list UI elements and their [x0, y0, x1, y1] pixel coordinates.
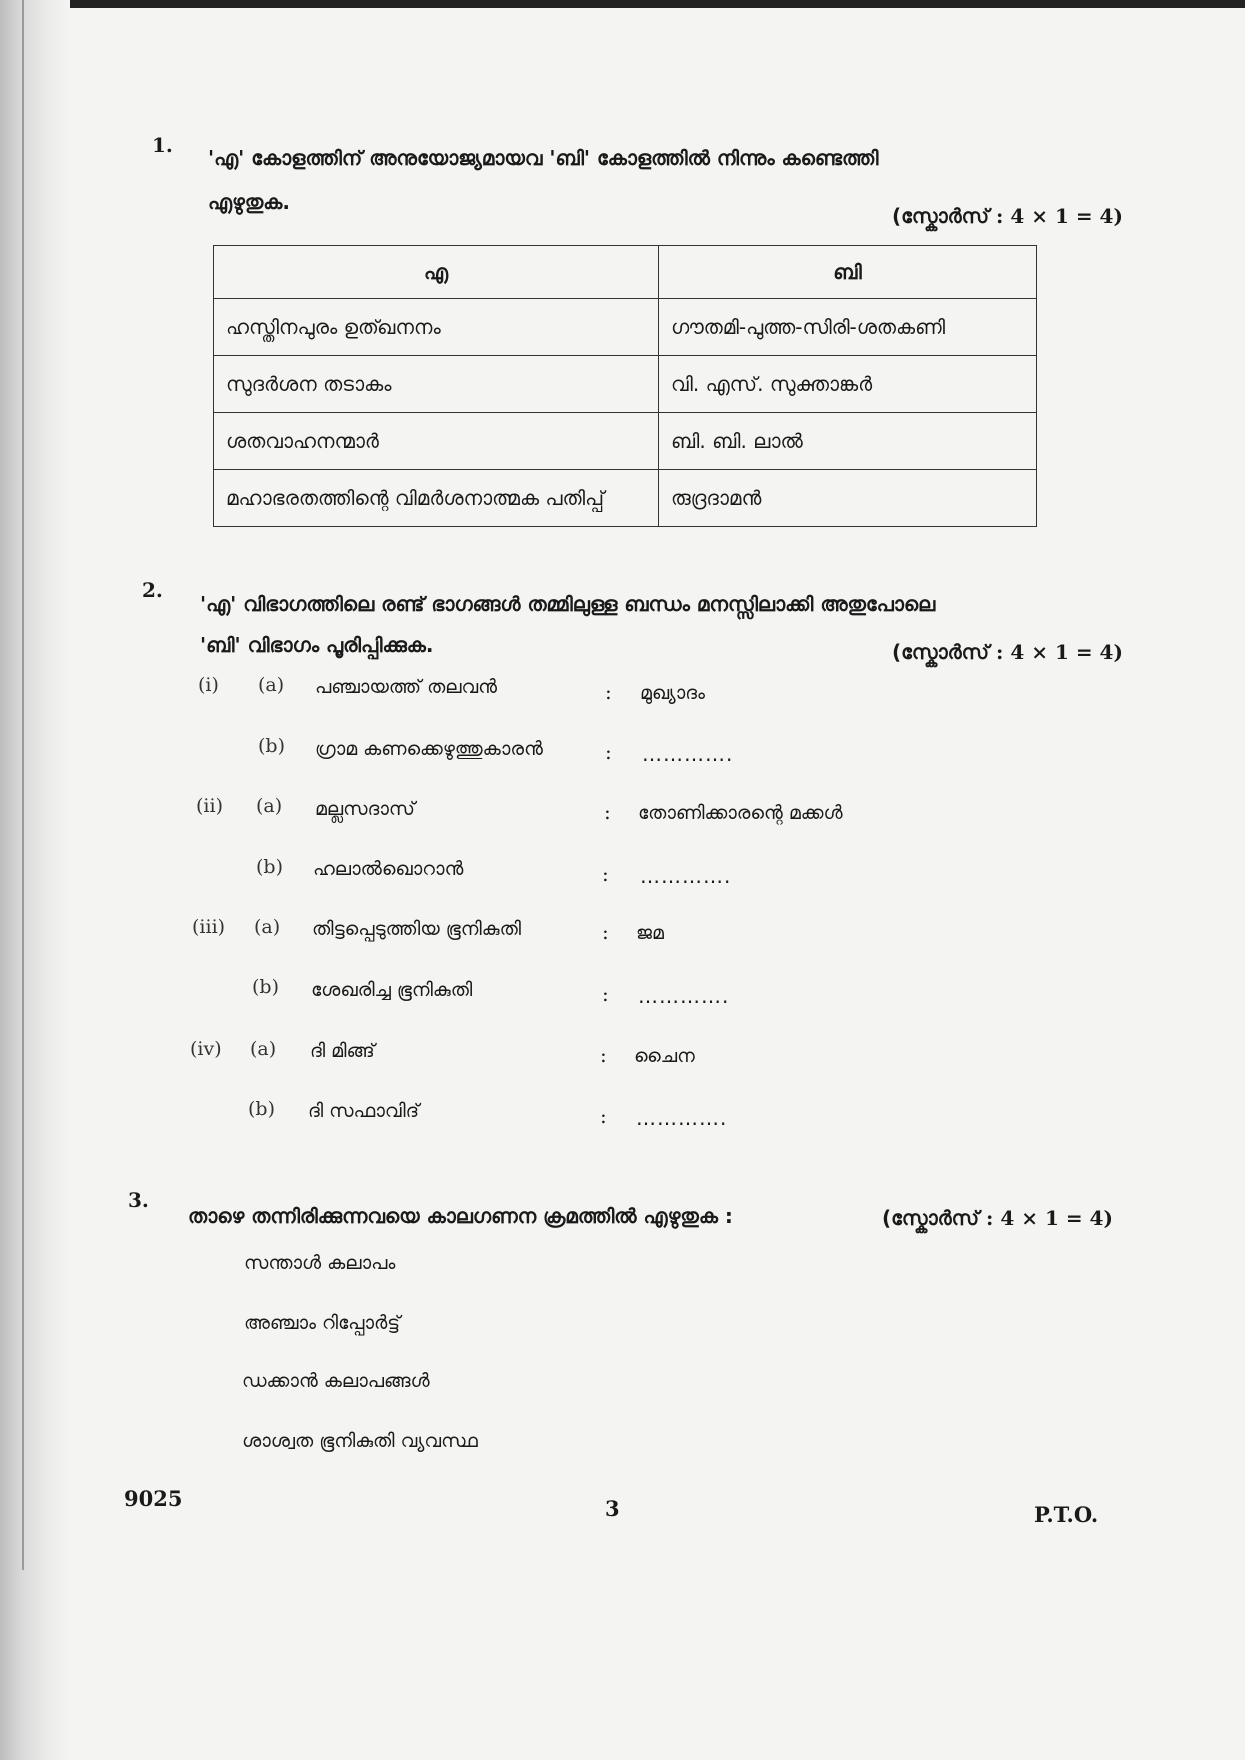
pair-3-roman: (iii)	[192, 916, 226, 938]
cell-a: ഹസ്തിനപുരം ഉത്ഖനനം	[214, 299, 659, 356]
pair-3-a-colon: :	[602, 920, 609, 944]
pair-1-b-text: ഗ്രാമ കണക്കെഴുത്തുകാരൻ	[315, 738, 543, 760]
pair-1-a-answer: മുഖ്യാദം	[640, 682, 705, 704]
q3-item: അഞ്ചാം റിപ്പോർട്ട്	[244, 1312, 401, 1334]
pair-2-a-label: (a)	[256, 795, 283, 817]
scan-top-edge	[0, 0, 1245, 8]
pair-3-b-label: (b)	[252, 976, 279, 998]
pair-2-a-colon: :	[604, 800, 611, 824]
pair-4-a-label: (a)	[250, 1038, 277, 1060]
pair-2-b-blank: ………….	[640, 864, 732, 888]
pair-2-b-colon: :	[602, 862, 609, 886]
column-a-header: എ	[214, 246, 659, 299]
pair-3-b-colon: :	[602, 982, 609, 1006]
pto-label: P.T.O.	[1034, 1502, 1099, 1527]
pair-1-a-label: (a)	[258, 674, 285, 696]
cell-a: ശതവാഹനന്മാർ	[214, 413, 659, 470]
q2-number: 2.	[142, 578, 163, 602]
q3-marks	[882, 1206, 1113, 1230]
q2-text-line1: 'എ' വിഭാഗത്തിലെ രണ്ട് ഭാഗങ്ങൾ തമ്മിലുള്ള ബന്ധം മനസ്സിലാക്കി അതുപോലെ	[200, 592, 936, 616]
q3-item: ഡക്കാൻ കലാപങ്ങൾ	[242, 1370, 430, 1392]
pair-4-b-blank: ………….	[636, 1106, 728, 1130]
scan-binding-line	[22, 0, 24, 1570]
q3-number: 3.	[128, 1188, 149, 1212]
pair-2-b-text: ഹലാൽഖൊറാൻ	[313, 858, 464, 880]
pair-4-a-colon: :	[600, 1043, 607, 1067]
table-row	[214, 299, 1037, 356]
pair-4-b-colon: :	[600, 1104, 607, 1128]
cell-b: ഗൗതമി-പുത്ത-സിരി-ശതകണി	[659, 299, 1037, 356]
table-row	[214, 356, 1037, 413]
cell-a: മഹാഭരതത്തിന്റെ വിമർശനാത്മക പതിപ്പ്	[214, 470, 659, 527]
q1-marks-formula: : 4 × 1 = 4)	[996, 204, 1123, 228]
q3-item: ശാശ്വത ഭൂനികുതി വ്യവസ്ഥ	[242, 1430, 478, 1452]
pair-3-a-answer: ജമ	[636, 922, 664, 944]
pair-1-roman: (i)	[198, 674, 219, 696]
pair-3-a-text: തിട്ടപ്പെടുത്തിയ ഭൂനികുതി	[312, 918, 522, 940]
q3-text: താഴെ തന്നിരിക്കുന്നവയെ കാലഗണന ക്രമത്തിൽ എഴുതുക :	[188, 1204, 733, 1228]
cell-a: സുദർശന തടാകം	[214, 356, 659, 413]
pair-4-b-text: ദി സഫാവിദ്	[308, 1100, 420, 1122]
q2-marks	[892, 640, 1123, 664]
q2-marks-word: (സ്കോർസ്	[892, 640, 990, 664]
q3-marks-formula: : 4 × 1 = 4)	[986, 1206, 1113, 1230]
q1-number: 1.	[152, 133, 173, 157]
pair-2-roman: (ii)	[196, 795, 223, 817]
pair-4-roman: (iv)	[190, 1038, 222, 1060]
pair-3-b-blank: ………….	[638, 984, 730, 1008]
q3-item: സന്താൾ കലാപം	[244, 1252, 396, 1274]
table-header-row	[214, 246, 1037, 299]
paper-code: 9025	[124, 1486, 183, 1511]
pair-1-a-colon: :	[605, 680, 612, 704]
pair-2-b-label: (b)	[256, 856, 283, 878]
pair-2-a-text: മല്ലസദാസ്	[315, 798, 415, 820]
cell-b: ബി. ബി. ലാൽ	[659, 413, 1037, 470]
q2-text-line2: 'ബി' വിഭാഗം പൂരിപ്പിക്കുക.	[200, 633, 434, 657]
cell-b: വി. എസ്. സുക്താങ്കർ	[659, 356, 1037, 413]
scan-left-shadow	[0, 0, 70, 1760]
pair-4-b-label: (b)	[248, 1098, 275, 1120]
pair-1-b-label: (b)	[258, 735, 285, 757]
q1-marks-word: (സ്കോർസ്	[892, 204, 990, 228]
pair-1-a-text: പഞ്ചായത്ത് തലവൻ	[315, 676, 498, 698]
pair-3-b-text: ശേഖരിച്ച ഭൂനികുതി	[311, 979, 473, 1001]
pair-1-b-colon: :	[605, 740, 612, 764]
q3-marks-word: (സ്കോർസ്	[882, 1206, 980, 1230]
column-b-header: ബി	[659, 246, 1037, 299]
page-number: 3	[605, 1496, 620, 1521]
q1-match-table	[213, 245, 1037, 527]
pair-3-a-label: (a)	[254, 916, 281, 938]
pair-4-a-text: ദി മിങ്ങ്	[310, 1040, 375, 1062]
q1-text-line2: എഴുതുക.	[208, 190, 290, 214]
q1-marks	[892, 204, 1123, 228]
table-row	[214, 470, 1037, 527]
pair-2-a-answer: തോണിക്കാരന്റെ മക്കൾ	[638, 802, 843, 824]
table-row	[214, 413, 1037, 470]
pair-4-a-answer: ചൈന	[634, 1045, 695, 1067]
q2-marks-formula: : 4 × 1 = 4)	[996, 640, 1123, 664]
q1-text-line1: 'എ' കോളത്തിന് അനുയോജ്യമായവ 'ബി' കോളത്തിൽ നിന്നും കണ്ടെത്തി	[208, 146, 879, 170]
pair-1-b-blank: ………….	[642, 742, 734, 766]
cell-b: രുദ്രദാമൻ	[659, 470, 1037, 527]
